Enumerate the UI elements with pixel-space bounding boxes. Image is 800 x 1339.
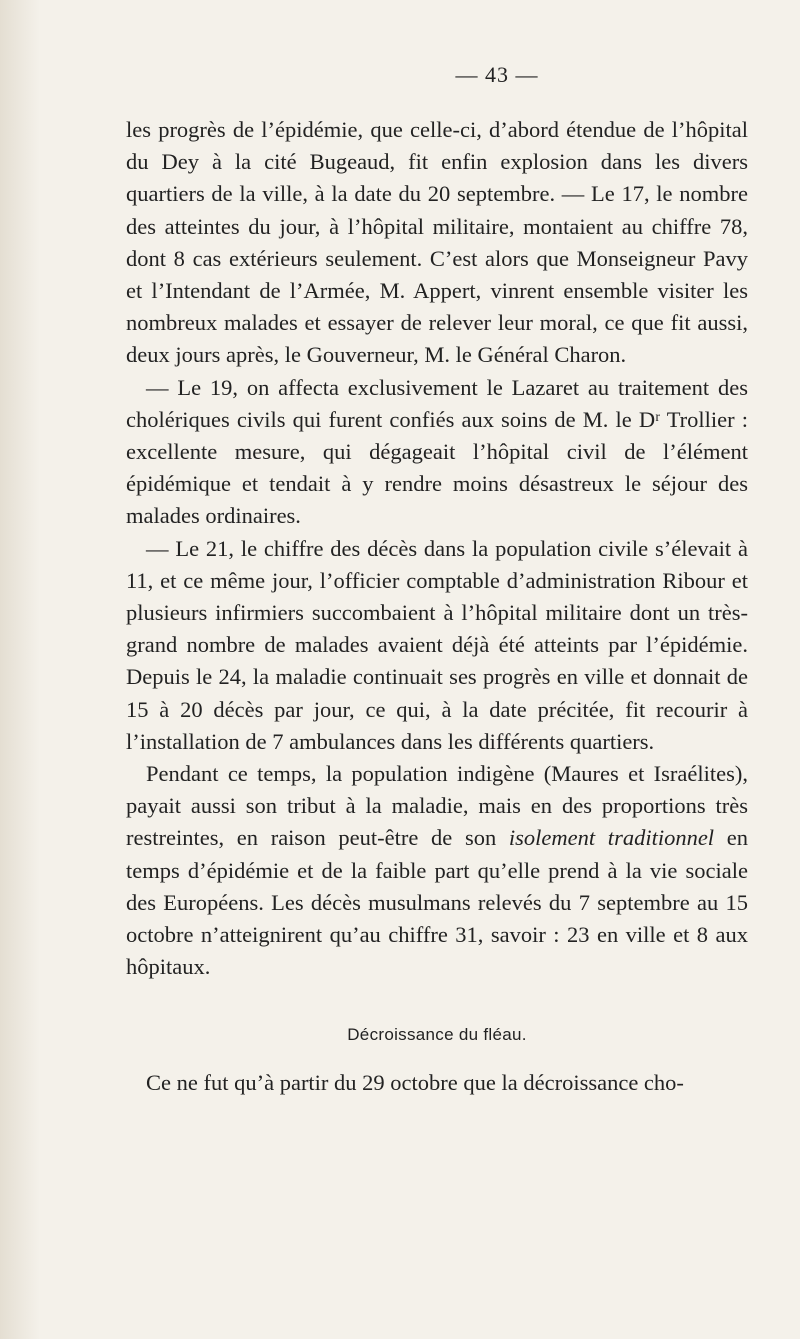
paragraph-2: — Le 19, on affecta exclusivement le Lazaret au traitement des cholériques civils qui furent confiés aux soins de M. le Dʳ Trollier : excellente mesure, qui dégageait l’hôpital civil de l’élément épidémique et tendait à y rendre moins désastreux le séjour des malades ordinaires.: [126, 374, 748, 529]
paragraph-4-text-a: Pendant ce temps, la population indigène (Maures et Israélites), payait aussi son tribut à la maladie, mais en des proportions très restreintes, en raison peut-être de son: [126, 761, 748, 851]
page-edge-shadow: [0, 0, 40, 1339]
final-paragraph: Ce ne fut qu’à partir du 29 octobre que la décroissance cho-: [146, 1070, 684, 1096]
document-page: [126, 62, 748, 1100]
section-heading: Décroissance du fléau.: [347, 1025, 527, 1045]
paragraph-4-text-b: en temps d’épidémie et de la faible part qu’elle prend à la vie sociale des Européens. Les décès musulmans relevés du 7 septembre au 15 octobre n’atteignirent qu’au chiffre 31, savoir : 23 en ville et 8 aux hôpitaux.: [126, 825, 748, 980]
paragraph-4: [126, 758, 748, 983]
page-number: — 43 —: [455, 62, 539, 87]
paragraph-3: — Le 21, le chiffre des décès dans la population civile s’élevait à 11, et ce même jour, l’officier comptable d’administration Ribour et plusieurs infirmiers succombaient à l’hôpital militaire dont un très-grand nombre de malades avaient déjà été atteints par l’épidémie. Depuis le 24, la maladie continuait ses progrès en ville et donnait de 15 à 20 décès par jour, ce qui, à la date précitée, fit recourir à l’installation de 7 ambulances dans les différents quartiers.: [126, 535, 748, 754]
paragraph-4-italic: isolement traditionnel: [508, 825, 715, 851]
paragraph-1: les progrès de l’épidémie, que celle-ci, d’abord étendue de l’hôpital du Dey à la cité Bugeaud, fit enfin explosion dans les divers quartiers de la ville, à la date du 20 septembre. — Le 17, le nombre des atteintes du jour, à l’hôpital militaire, montaient au chiffre 78, dont 8 cas extérieurs seulement. C’est alors que Monseigneur Pavy et l’Intendant de l’Armée, M. Appert, vinrent ensemble visiter les nombreux malades et essayer de relever leur moral, ce que fit aussi, deux jours après, le Gouverneur, M. le Général Charon.: [126, 117, 748, 368]
